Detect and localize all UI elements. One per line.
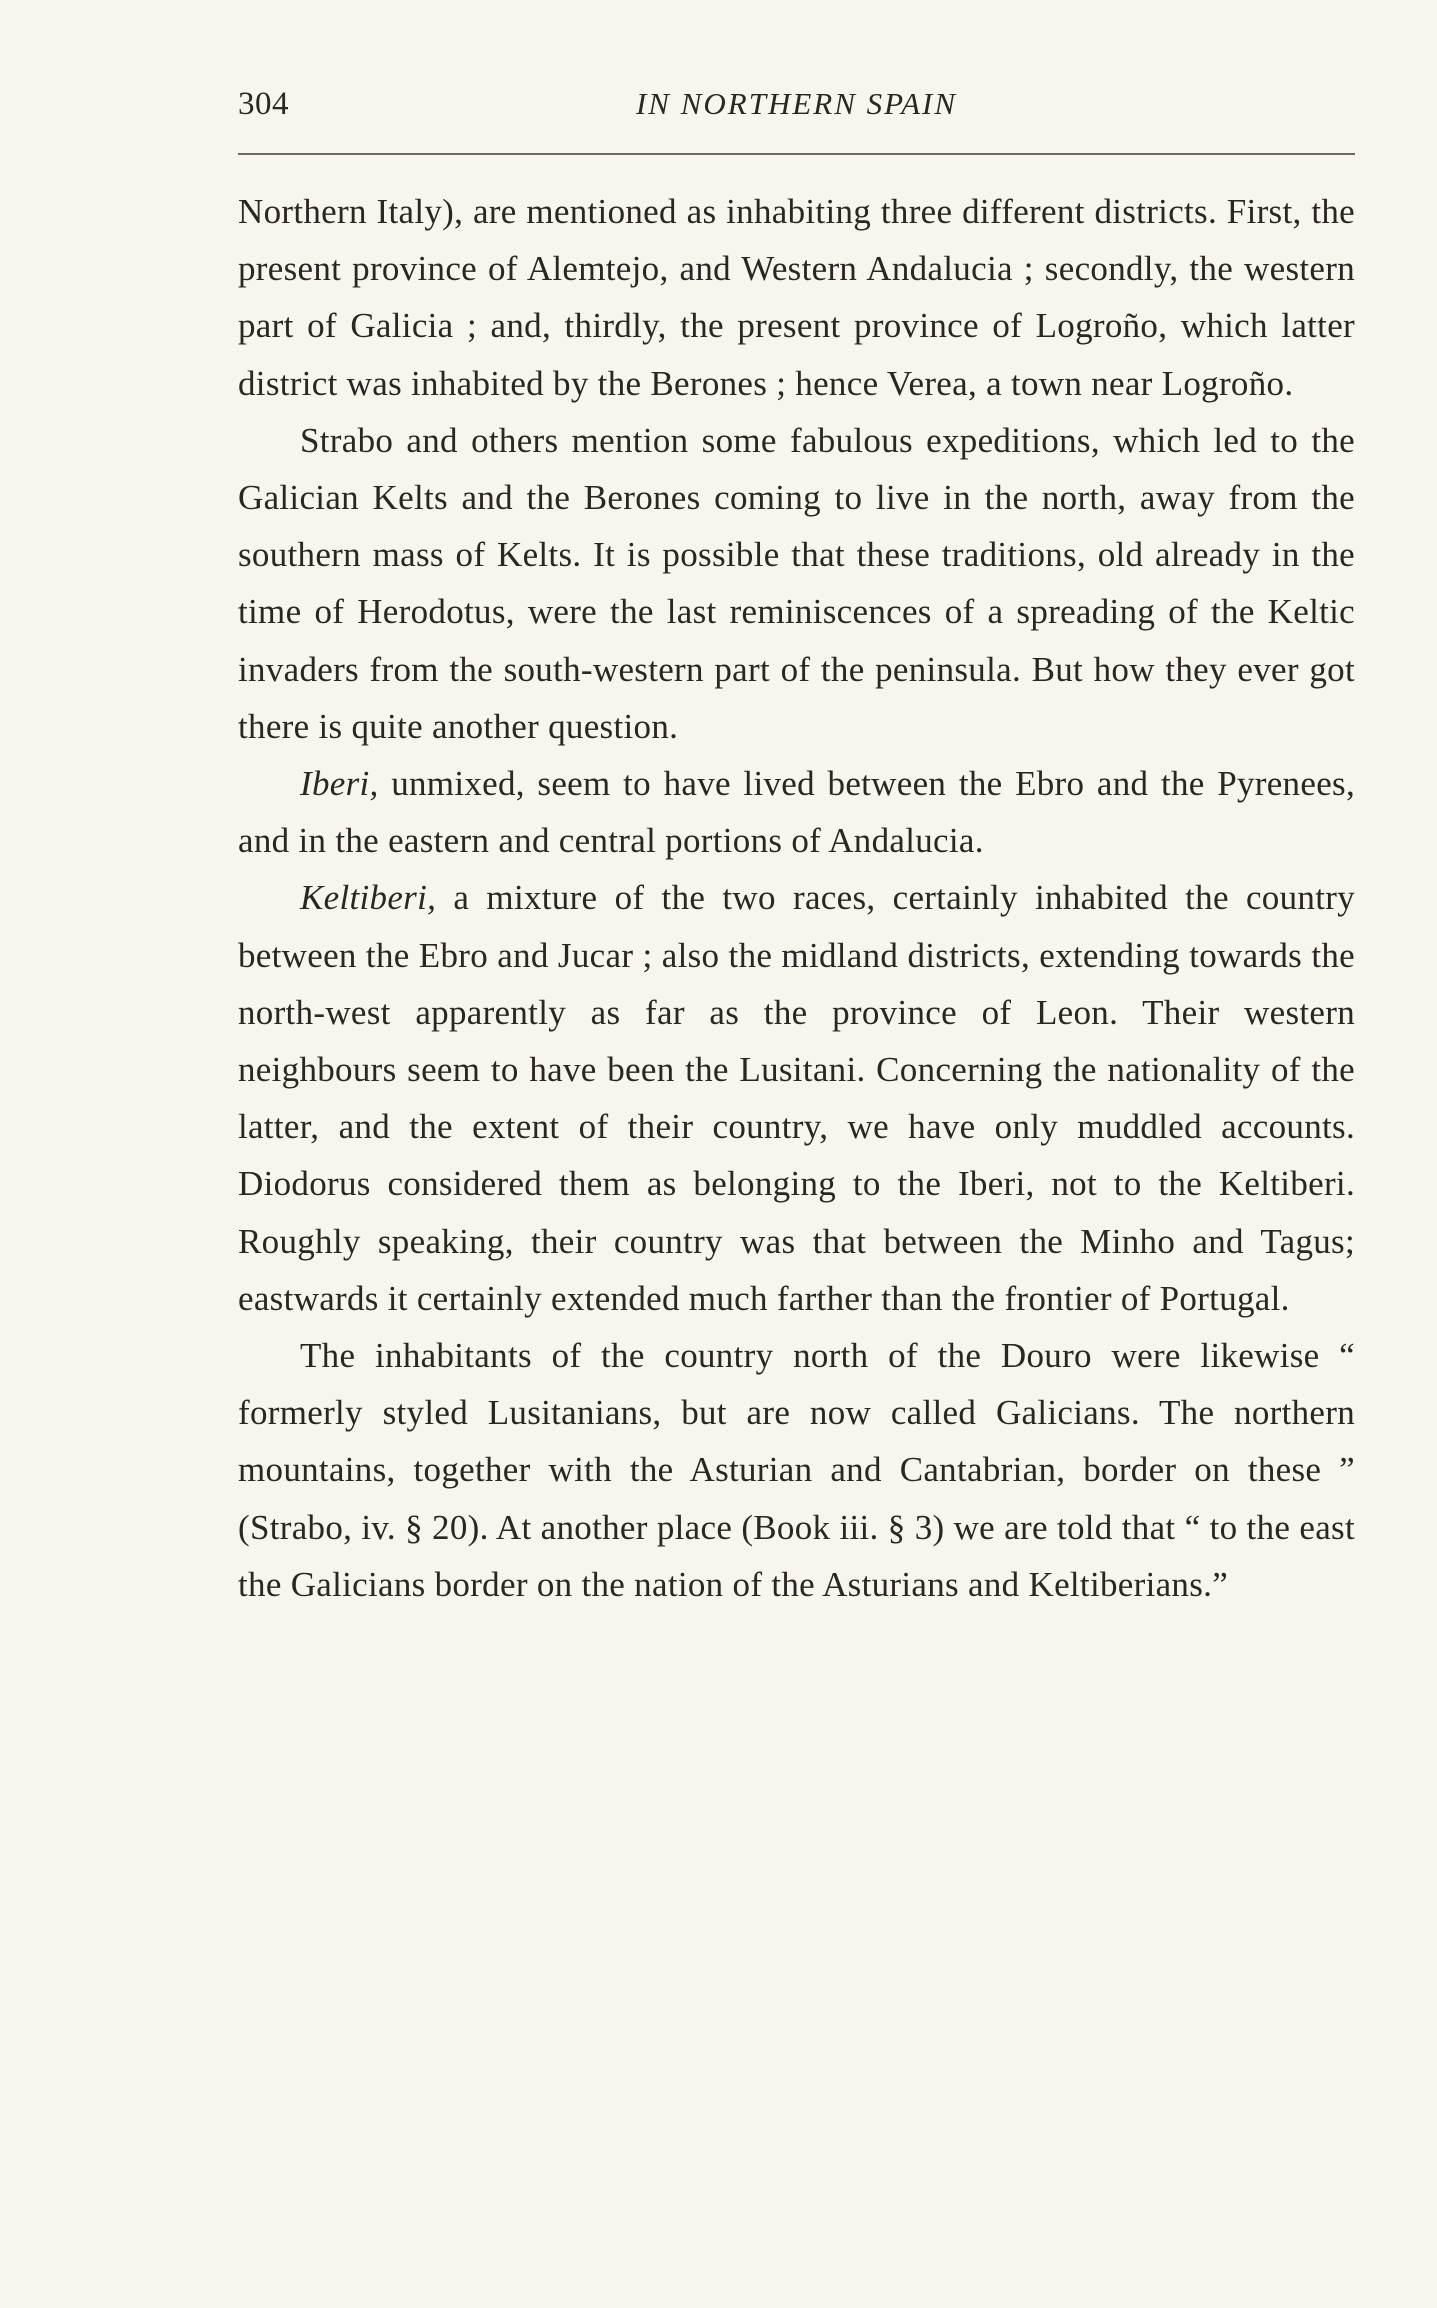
paragraph-2: [238, 412, 1355, 755]
paragraph-1: [238, 183, 1355, 412]
header-rule: [238, 153, 1355, 155]
page-number: 304: [238, 86, 289, 122]
page-header: [238, 80, 1355, 130]
running-title: IN NORTHERN SPAIN: [635, 86, 958, 121]
paragraph-text: The inhabitants of the country north of the Douro were likewise “ formerly styled Lusitanians, but are now called Galicians. The northern mountains, together with the Asturian and Cantabrian, border on these ” (Strabo, iv. § 20). At another place (Book iii. § 3) we are told that “ to the east the Galicians border on the nation of the Asturians and Keltiberians.”: [238, 1336, 1355, 1604]
paragraph-4: [238, 869, 1355, 1327]
paragraph-text: Northern Italy), are mentioned as inhabiting three different districts. First, the present province of Alemtejo, and Western Andalucia ; secondly, the western part of Galicia ; and, thirdly, the present province of Logroño, which latter district was inhabited by the Berones ; hence Verea, a town near Logroño.: [238, 192, 1355, 403]
paragraph-lead: Keltiberi,: [300, 878, 437, 918]
body-text: [238, 183, 1355, 1613]
paragraph-5: [238, 1327, 1355, 1613]
paragraph-text: unmixed, seem to have lived between the Ebro and the Pyrenees, and in the eastern and central portions of Andalucia.: [238, 764, 1355, 861]
paragraph-text: Strabo and others mention some fabulous expeditions, which led to the Galician Kelts and the Berones coming to live in the north, away from the southern mass of Kelts. It is possible that these traditions, old already in the time of Herodotus, were the last reminiscences of a spreading of the Keltic invaders from the south-western part of the peninsula. But how they ever got there is quite another question.: [238, 420, 1355, 746]
paragraph-lead: Iberi,: [300, 764, 379, 804]
paragraph-text: a mixture of the two races, certainly inhabited the country between the Ebro and Jucar ; also the midland districts, extending towards the north-west apparently as far as the province of Leon. Their western neighbours seem to have been the Lusitani. Concerning the nationality of the latter, and the extent of their country, we have only muddled accounts. Diodorus considered them as belonging to the Iberi, not to the Keltiberi. Roughly speaking, their country was that between the Minho and Tagus; eastwards it certainly extended much farther than the frontier of Portugal.: [238, 878, 1355, 1318]
paragraph-3: [238, 755, 1355, 869]
